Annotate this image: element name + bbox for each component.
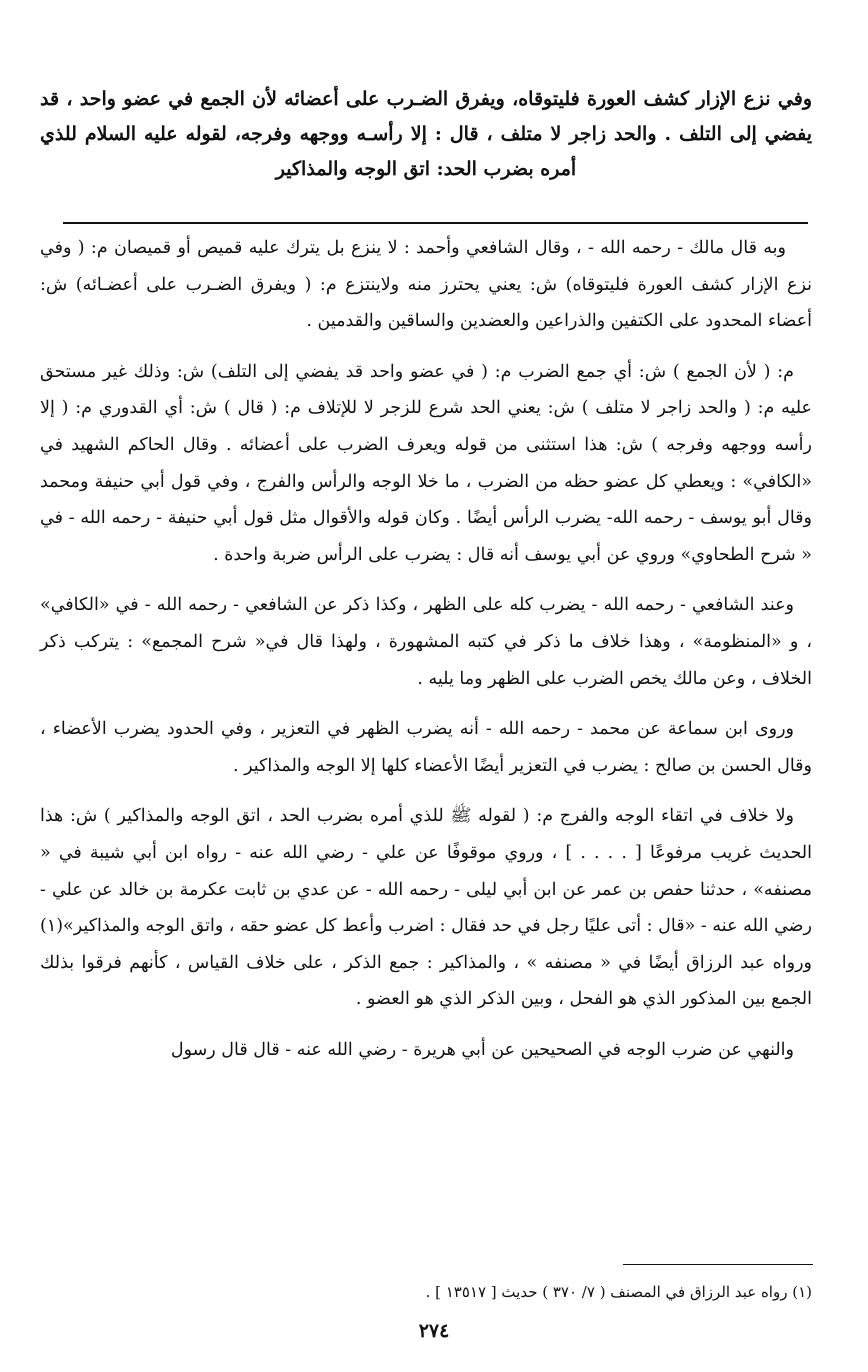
- footnote: (١) رواه عبد الرزاق في المصنف ( ٧/ ٣٧٠ ) حديث [ ١٣٥١٧ ] .: [425, 1283, 812, 1301]
- commentary-body: [40, 230, 812, 1082]
- footnote-separator-line: [623, 1264, 813, 1265]
- page-number: ٢٧٤: [418, 1320, 450, 1342]
- commentary-paragraph: وعند الشافعي - رحمه الله - يضرب كله على الظهر ، وكذا ذكر عن الشافعي - رحمه الله - في «الكافي» ، و «المنظومة» ، وهذا خلاف ما ذكر في كتبه المشهورة ، ولهذا قال في« شرح المجمع» : يتركب ذكر الخلاف ، وعن مالك يخص الضرب على الظهر وما يليه .: [40, 595, 812, 689]
- commentary-paragraph: م: ( لأن الجمع ) ش: أي جمع الضرب م: ( في عضو واحد قد يفضي إلى التلف) ش: وذلك غير مستحق عليه م: ( والحد زاجر لا متلف ) ش: يعني الحد شرع للزجر لا للإتلاف م: ( قال ) ش: أي القدوري م: ( إلا رأسه ووجهه وفرجه ) ش: هذا استثنى من قوله ويعرف الضرب على أعضائه . وقال الحاكم الشهيد في «الكافي» : ويعطي كل عضو حظه من الضرب ، ما خلا الوجه والرأس والفرج ، وفي قول أبي حنيفة ومحمد وقال أبو يوسف - رحمه الله- يضرب الرأس أيضًا . وكان قوله والأقوال مثل قول أبي حنيفة - رحمه الله - في « شرح الطحاوي» وروي عن أبي يوسف أنه قال : يضرب على الرأس ضربة واحدة .: [40, 361, 812, 565]
- commentary-paragraph: والنهي عن ضرب الوجه في الصحيحين عن أبي هريرة - رضي الله عنه - قال قال رسول: [170, 1039, 794, 1060]
- matn-text: وفي نزع الإزار كشف العورة فليتوقاه، ويفرق الضـرب على أعضائه لأن الجمع في عضو واحد ، قد يفضي إلى التلف . والحد زاجر لا متلف ، قال : إلا رأسـه ووجهه وفرجه، لقوله عليه السلام للذي أمره بضرب الحد: اتق الوجه والمذاكير: [40, 88, 812, 180]
- commentary-paragraph: وروى ابن سماعة عن محمد - رحمه الله - أنه يضرب الظهر في التعزير ، وفي الحدود يضرب الأعضاء ، وقال الحسن بن صالح : يضرب في التعزير أيضًا الأعضاء كلها إلا الوجه والمذاكير .: [40, 719, 812, 776]
- commentary-paragraph: ولا خلاف في اتقاء الوجه والفرج م: ( لقوله ﷺ للذي أمره بضرب الحد ، اتق الوجه والمذاكير ) ش: هذا الحديث غريب مرفوعًا [ . . . . ] ، وروي موقوفًا عن علي - رضي الله عنه - رواه ابن أبي شيبة في « مصنفه» ، حدثنا حفص بن عمر عن ابن أبي ليلى - رحمه الله - عن عدي بن ثابت عكرمة بن خالد عن علي - رضي الله عنه - «قال : أتى عليًا رجل في حد فقال : اضرب وأعط كل عضو حقه ، واتق الوجه والمذاكير»(١) ورواه عبد الرزاق أيضًا في « مصنفه » ، والمذاكير : جمع الذكر ، على خلاف القياس ، كأنهم فرقوا بذلك الجمع بين المذكور الذي هو الفحل ، وبين الذكر الذي هو العضو .: [40, 806, 812, 1010]
- matn-separator-line: [63, 222, 808, 224]
- commentary-paragraph: وبه قال مالك - رحمه الله - ، وقال الشافعي وأحمد : لا ينزع بل يترك عليه قميص أو قميصان م: ( وفي نزع الإزار كشف العورة فليتوقاه) ش: يعني يحترز منه ولاينتزع م: ( ويفرق الضـرب على أعضـائه) ش: أعضاء المحدود على الكتفين والذراعين والعضدين والساقين والقدمين .: [40, 238, 812, 332]
